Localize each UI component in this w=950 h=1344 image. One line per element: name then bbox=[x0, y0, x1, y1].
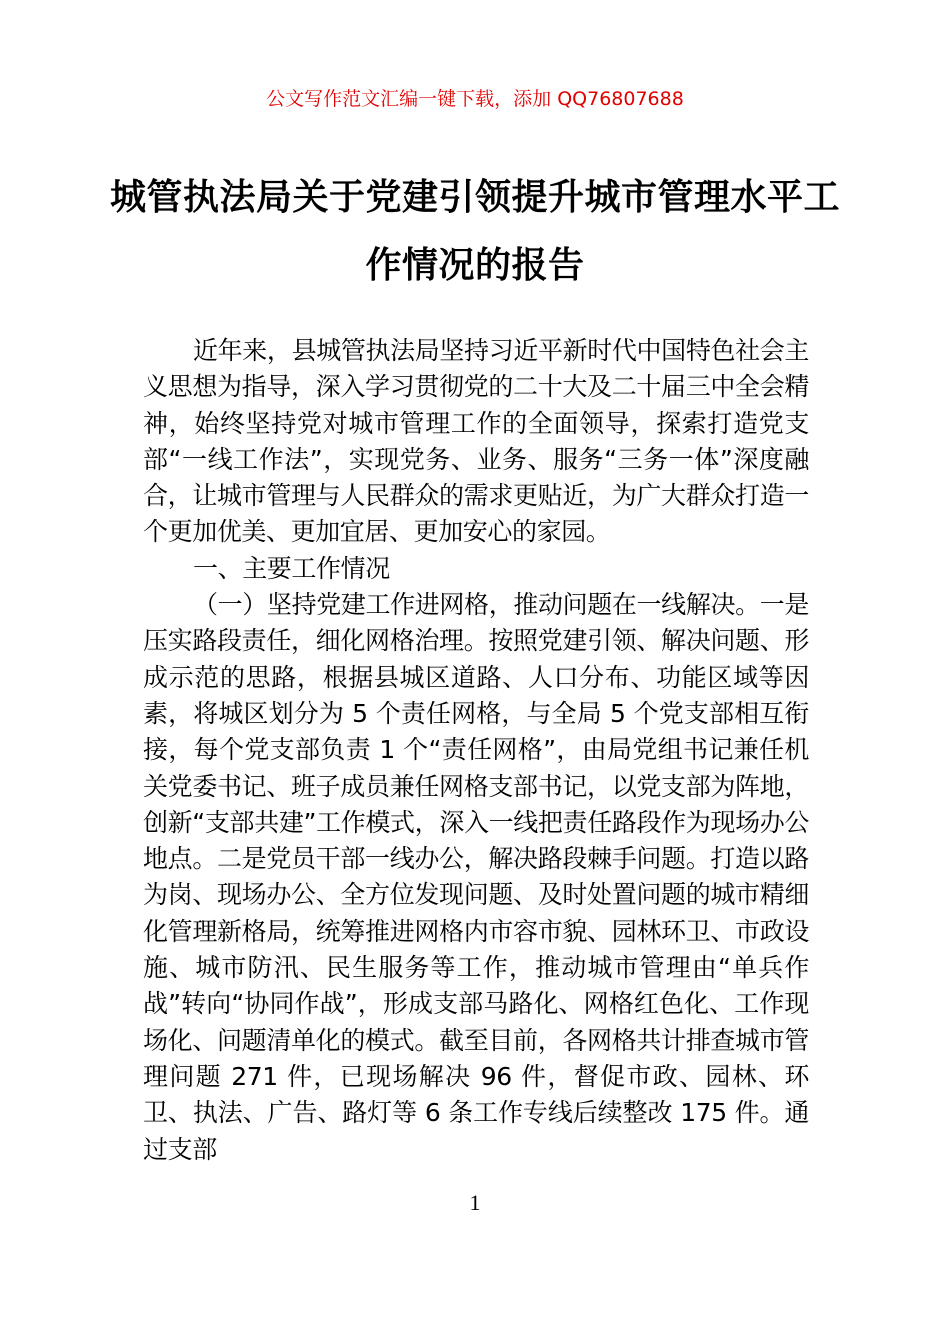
page-number: 1 bbox=[469, 1190, 481, 1215]
section-paragraph: （一）坚持党建工作进网格，推动问题在一线解决。一是压实路段责任，细化网格治理。按照党建引领、解决问题、形成示范的思路，根据县城区道路、人口分布、功能区域等因素，将城区划分为 5 个责任网格，与全局 5 个党支部相互衔接，每个党支部负责 1 个“责任网格”，由局党组书记兼任机关党委书记、班子成员兼任网格支部书记，以党支部为阵地，创新“支部共建”工作模式，深入一线把责任路段作为现场办公地点。二是党员干部一线办公，解决路段棘手问题。打造以路为岗、现场办公、全方位发现问题、及时处置问题的城市精细化管理新格局，统筹推进网格内市容市貌、园林环卫、市政设施、城市防汛、民生服务等工作，推动城市管理由“单兵作战”转向“协同作战”，形成支部马路化、网格红色化、工作现场化、问题清单化的模式。截至目前，各网格共计排查城市管理问题 271 件，已现场解决 96 件，督促市政、园林、环卫、执法、广告、路灯等 6 条工作专线后续整改 175 件。通过支部 bbox=[143, 590, 809, 1164]
section-heading: 一、主要工作情况 bbox=[193, 553, 390, 583]
document-title: 城管执法局关于党建引领提升城市管理水平工作情况的报告 bbox=[110, 177, 841, 286]
document-body bbox=[143, 333, 809, 1168]
download-watermark: 公文写作范文汇编一键下载，添加 QQ76807688 bbox=[266, 88, 684, 110]
intro-paragraph: 近年来，县城管执法局坚持习近平新时代中国特色社会主义思想为指导，深入学习贯彻党的二十大及二十届三中全会精神，始终坚持党对城市管理工作的全面领导，探索打造党支部“一线工作法”，实现党务、业务、服务“三务一体”深度融合，让城市管理与人民群众的需求更贴近，为广大群众打造一个更加优美、更加宜居、更加安心的家园。 bbox=[143, 336, 809, 547]
